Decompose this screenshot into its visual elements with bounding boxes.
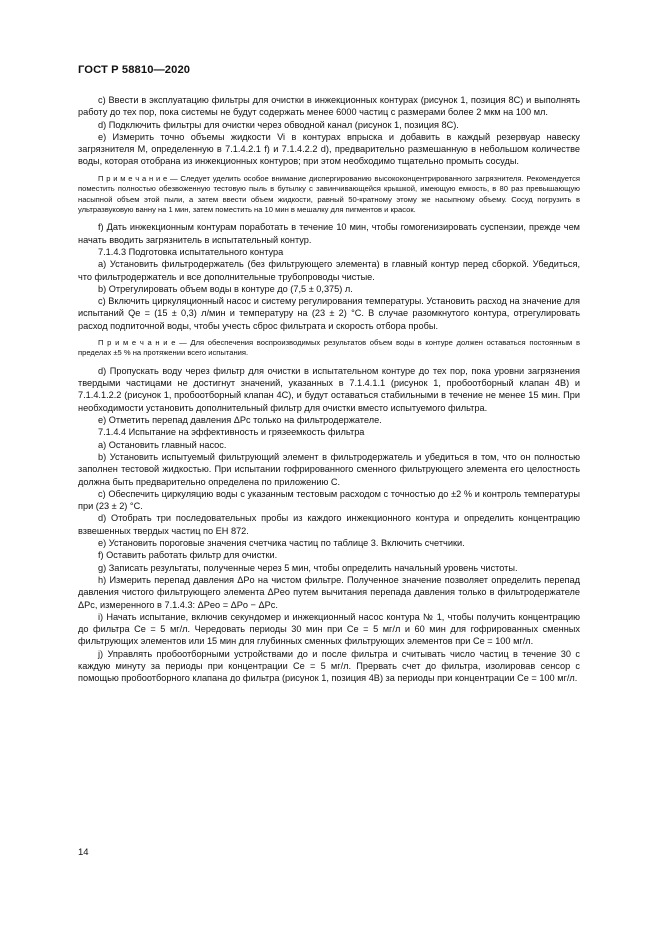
paragraph-b-install-element: b) Установить испытуемый фильтрующий элемент в фильтродержатель и убедиться в том, что он полностью заполнен тестовой жидкостью. При испытании гофрированного сменного фильтрующего элемента его целостность должна быть предварительно определена по приложению С. (78, 451, 580, 487)
standard-header: ГОСТ Р 58810—2020 (78, 64, 191, 76)
page-number: 14 (78, 847, 89, 858)
section-heading-7-1-4-4: 7.1.4.4 Испытание на эффективность и грязеемкость фильтра (98, 427, 365, 438)
document-body (78, 94, 580, 685)
paragraph-d-pass-water: d) Пропускать воду через фильтр для очистки в испытательном контуре до тех пор, пока уровни загрязнения твердыми частицами не достигнут значений, указанных в 7.1.4.1.1 (рисунок 1, пробоотборный клапан 4В) и 7.1.4.1.2.2 (рисунок 1, пробоотборный клапан 4С), и будут оставаться стабильными в течение не менее 15 мин. При необходимости установить дополнительный фильтр для очистки вместо испытуемого фильтра. (78, 365, 580, 413)
paragraph-a-install-holder: a) Установить фильтродержатель (без фильтрующего элемента) в главный контур перед сборкой. Убедиться, что фильтродержатель и все дополнительные трубопроводы чистые. (78, 259, 580, 282)
paragraph-d-samples: d) Отобрать три последовательных пробы из каждого инжекционного контура и определить концентрацию взвешенных твердых частиц по ЕН 872. (78, 513, 580, 536)
paragraph-b-adjust-volume: b) Отрегулировать объем воды в контуре до (7,5 ± 0,375) л. (98, 283, 353, 294)
paragraph-e-thresholds: e) Установить пороговые значения счетчика частиц по таблице 3. Включить счетчики. (98, 538, 465, 549)
paragraph-e-pressure-drop: e) Отметить перепад давления ΔPc только на фильтродержателе. (98, 415, 382, 426)
paragraph-j-sampling: j) Управлять пробоотборными устройствами до и после фильтра и считывать число частиц в течение 30 с каждую минуту за периоды при концентрации Ce = 5 мг/л. Прервать счет до фильтра, изолировав сенсор с помощью пробоотборного клапана до фильтра (рисунок 1, позиция 4В) за периоды при концентрации Ce = 100 мг/л. (78, 648, 580, 684)
paragraph-g-record: g) Записать результаты, полученные через 5 мин, чтобы определить начальный уровень чистоты. (98, 562, 518, 573)
paragraph-f-homogenize: f) Дать инжекционным контурам поработать в течение 10 мин, чтобы гомогенизировать суспензии, прежде чем начать вводить загрязнитель в испытательный контур. (78, 222, 580, 245)
note-dispersion: П р и м е ч а н и е — Следует уделить особое внимание диспергированию высококонцентрированного загрязнителя. Рекомендуется поместить полностью обезвоженную тестовую пыль в бутылку с завинчивающейся крышкой, имеющую емкость, в 80 раз превышающую насыпной объем этой пыли, а затем ввести объем жидкости, равный 50-кратному этому же насыпному объему. Сосуд погрузить в ультразвуковую ванну на 1 мин, затем поместить на 10 мин в мешалку для пигментов и красок. (78, 173, 580, 214)
paragraph-d-connect-filters: d) Подключить фильтры для очистки через обводной канал (рисунок 1, позиция 8С). (98, 119, 459, 130)
paragraph-c-circulation: c) Обеспечить циркуляцию воды с указанным тестовым расходом с точностью до ±2 % и контроль температуры при (23 ± 2) °С. (78, 488, 580, 512)
paragraph-c-start-pump: c) Включить циркуляционный насос и систему регулирования температуры. Установить расход на значение для испытаний Qe = (15 ± 0,3) л/мин и температуру на (23 ± 2) °С. В случае разомкнутого контура, отрегулировать расход подпиточной воды, чтобы учесть сброс фильтрата и скорость отбора пробы. (78, 296, 580, 331)
section-heading-7-1-4-3: 7.1.4.3 Подготовка испытательного контура (98, 247, 284, 257)
paragraph-i-start-test: i) Начать испытание, включив секундомер и инжекционный насос контура № 1, чтобы получить концентрацию до фильтра Ce = 5 мг/л. Чередовать периоды 30 мин при Ce = 5 мг/л и 60 мин для гофрированных сменных фильтрующих элементов или 15 мин для глубинных сменных фильтрующих элементов при Ce = 100 мг/л. (78, 611, 580, 647)
paragraph-f-run-filter: f) Оставить работать фильтр для очистки. (98, 550, 278, 561)
note-water-volume: П р и м е ч а н и е — Для обеспечения воспроизводимых результатов объем воды в контуре должен оставаться постоянным в пределах ±5 % на протяжении всего испытания. (78, 338, 580, 358)
paragraph-c-commission-filters: c) Ввести в эксплуатацию фильтры для очистки в инжекционных контурах (рисунок 1, позиция 8С) и выполнять работу до тех пор, пока системы не будут содержать менее 6000 частиц с размерами более 2 мкм на 100 мл. (78, 95, 580, 118)
paragraph-e-measure-volumes: e) Измерить точно объемы жидкости Vi в контурах впрыска и добавить в каждый резервуар навеску загрязнителя М, определенную в 7.1.4.2.1 f) и 7.1.4.2.2 d), предварительно размешанную в небольшом количестве воды, которая отобрана из инжекционных контуров; при этом необходимо тщательно промыть сосуды. (78, 131, 580, 167)
paragraph-a-stop-pump: a) Остановить главный насос. (98, 439, 227, 450)
paragraph-h-measure-pressure: h) Измерить перепад давления ΔPo на чистом фильтре. Полученное значение позволяет определить перепад давления чистого фильтрующего элемента ΔPeo путем вычитания перепада давления только в фильтродержателе ΔPc, измеренного в 7.1.4.3: ΔPeo = ΔPo − ΔPc. (78, 574, 580, 610)
